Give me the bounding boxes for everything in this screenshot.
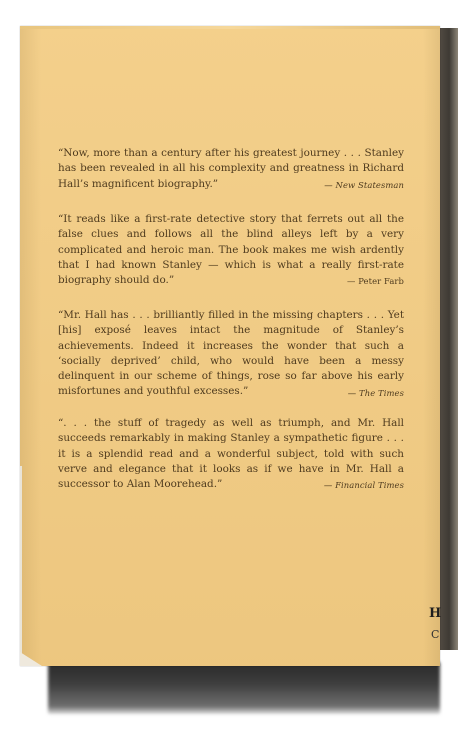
jacket-left-edge-wear — [20, 466, 22, 666]
quote-attribution: — New Statesman — [324, 179, 404, 190]
review-quote-peter-farb — [58, 212, 404, 290]
review-quote-new-statesman — [58, 146, 404, 193]
dust-jacket-back-cover — [20, 26, 440, 666]
quote-text: “. . . the stuff of tragedy as well as triumph, and Mr. Hall succeeds remarkably in making Stanley a sympathetic figure . . . it is a splendid read and a wonderful subject, told with such verve and elegance that it looks as if we have in Mr. Hall a successor to Alan Moorehead.” — [58, 417, 404, 491]
book-shadow — [48, 662, 440, 714]
spine-partial-letter: C — [431, 628, 440, 641]
spine-initial: H — [429, 606, 442, 621]
jacket-corner-wear — [20, 652, 42, 666]
quote-text: “It reads like a first-rate detective story that ferrets out all the false clues and follows all the blind alleys left by a very complicated and heroic man. The book makes me wish ardently that I had known Stanley — which is what a really first-rate biography should do.” — [58, 213, 404, 287]
quote-text: “Now, more than a century after his greatest journey . . . Stanley has been revealed in all his complexity and greatness in Richard Hall’s magnificent biography.” — [58, 147, 404, 190]
quote-attribution: — The Times — [347, 387, 404, 398]
review-quote-financial-times — [58, 416, 404, 494]
quote-attribution: — Financial Times — [323, 480, 404, 491]
quote-text: “Mr. Hall has . . . brilliantly filled in the missing chapters . . . Yet [his] exposé leaves intact the magnitude of Stanley’s achievements. Indeed it increases the wonder that such a ‘socially deprived’ child, who would have been a messy delinquent in our scheme of things, rose so far above his early misfortunes and youthful excesses.” — [58, 309, 404, 398]
review-quote-the-times — [58, 308, 404, 401]
quote-attribution: — Peter Farb — [346, 276, 404, 287]
jacket-top-wear — [20, 26, 440, 29]
